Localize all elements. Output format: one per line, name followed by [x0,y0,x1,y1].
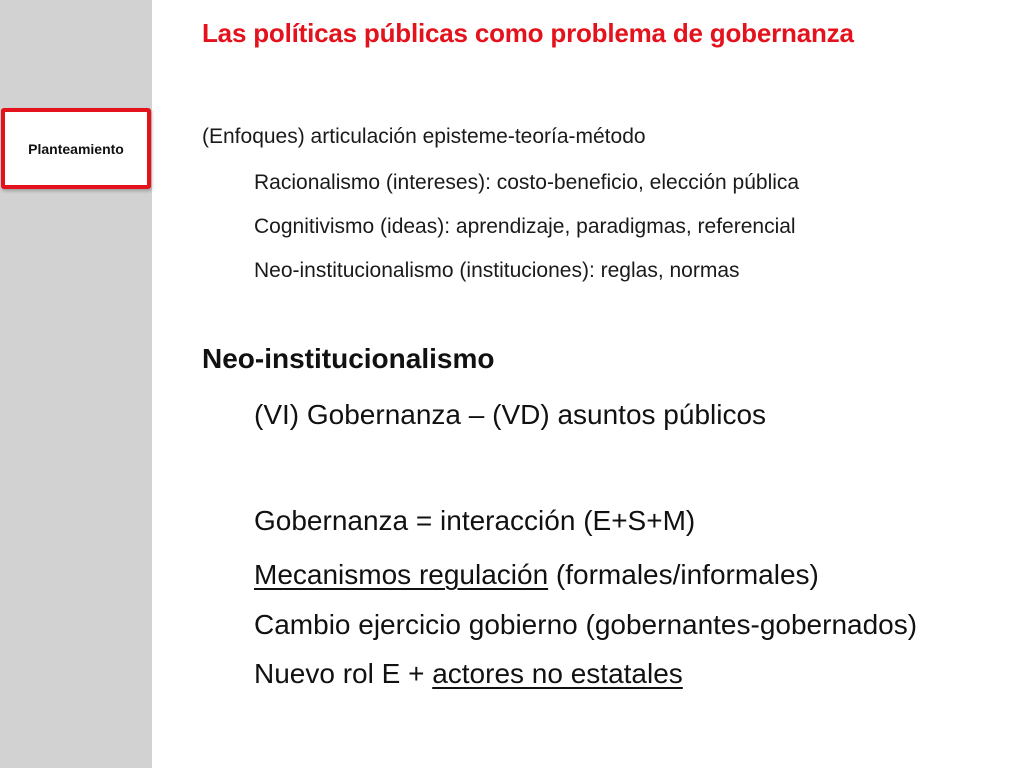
role-underlined: actores no estatales [432,658,683,689]
variables-line: (VI) Gobernanza – (VD) asuntos públicos [254,399,767,430]
approach-item-racionalismo: Racionalismo (intereses): costo-beneficio, elección pública [254,171,800,194]
role-prefix: Nuevo rol E + [254,658,433,689]
approach-item-cognitivismo: Cognitivismo (ideas): aprendizaje, paradigmas, referencial [254,215,796,238]
mechanisms-line [254,559,819,591]
approach-item-neoinstitucionalismo: Neo-institucionalismo (instituciones): reglas, normas [254,259,740,282]
change-line: Cambio ejercicio gobierno (gobernantes-gobernados) [254,609,918,640]
section-heading: Neo-institucionalismo [202,343,495,374]
mechanisms-underlined: Mecanismos regulación [254,559,549,590]
intro-line: (Enfoques) articulación episteme-teoría-método [202,125,646,148]
definition-line: Gobernanza = interacción (E+S+M) [254,505,696,536]
mechanisms-rest: (formales/informales) [548,559,819,590]
slide-title: Las políticas públicas como problema de gobernanza [202,18,854,48]
section-tab-label: Planteamiento [28,140,124,157]
role-line [254,658,683,690]
